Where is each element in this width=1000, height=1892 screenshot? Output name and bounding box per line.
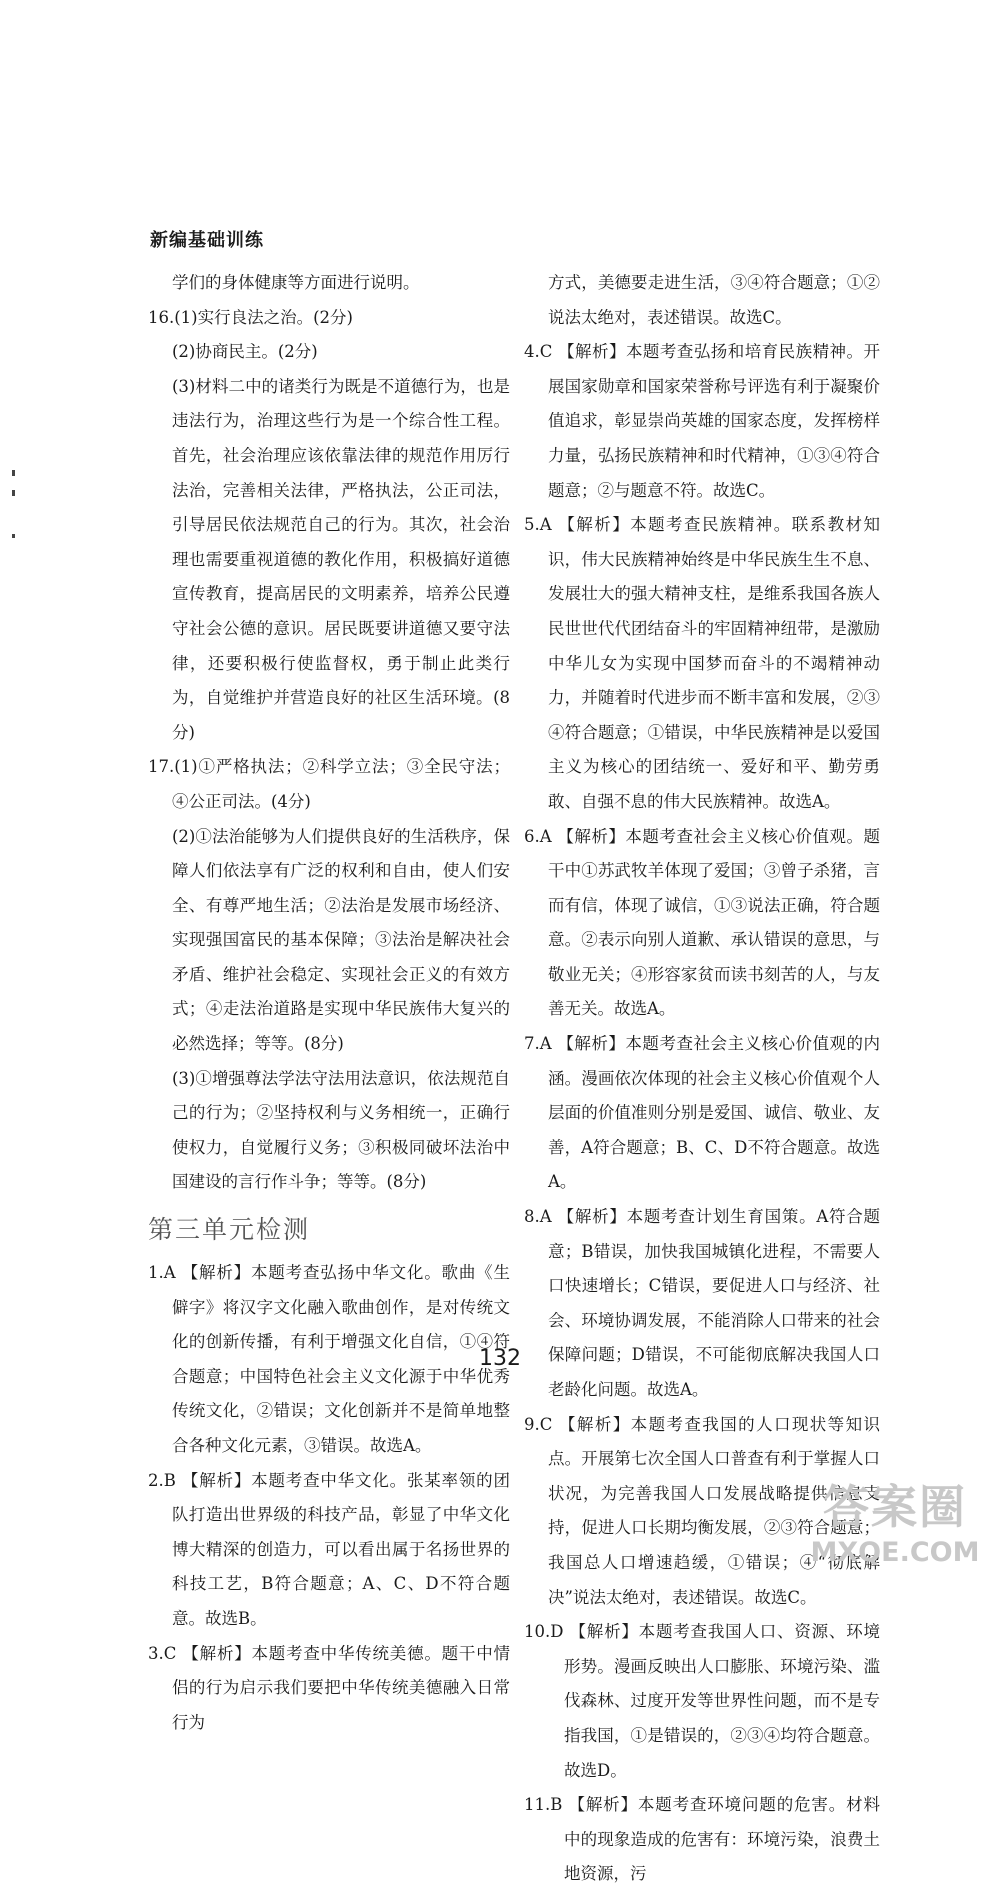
unit3-answer-3-tail: 方式，美德要走进生活，③④符合题意；①②说法太绝对，表述错误。故选C。 [548,273,880,327]
scan-speck [12,470,15,476]
right-column [524,266,880,1892]
scan-speck [12,490,15,496]
page-number: 132 [479,1346,521,1371]
running-header: 新编基础训练 [150,230,264,251]
section-title: 第三单元检测 [148,1215,311,1245]
q17-part2: (2)①法治能够为人们提供良好的生活秩序，保障人们依法享有广泛的权利和自由，使人们安全、有尊严地生活；②法治是发展市场经济、实现强国富民的基本保障；③法治是解决社会矛盾、维护社会稳定、实现社会正义的有效方式；④走法治道路是实现中华民族伟大复兴的必然选择；等等。(8分) [172,826,510,1054]
unit3-answer-4: 4.C 【解析】本题考查弘扬和培育民族精神。开展国家勋章和国家荣誉称号评选有利于凝聚价值追求，彰显崇尚英雄的国家态度，发挥榜样力量，弘扬民族精神和时代精神，①③④符合题意；②与题意不符。故选C。 [524,342,880,500]
watermark-logo-text: 答案圈 [823,1480,967,1534]
unit3-answer-10: 10.D 【解析】本题考查我国人口、资源、环境形势。漫画反映出人口膨胀、环境污染、滥伐森林、过度开发等世界性问题，而不是专指我国，①是错误的，②③④均符合题意。故选D。 [524,1622,880,1780]
unit3-answer-9: 9.C 【解析】本题考查我国的人口现状等知识点。开展第七次全国人口普查有利于掌握人口状况，为完善我国人口发展战略提供信息支持，促进人口长期均衡发展，②③符合题意；我国总人口增速趋缓，①错误；④“彻底解决”说法太绝对，表述错误。故选C。 [524,1414,880,1607]
watermark-url: MXQE.COM [810,1537,980,1568]
q17-part1: 17.(1)①严格执法；②科学立法；③全民守法；④公正司法。(4分) [148,757,510,811]
unit3-answer-11: 11.B 【解析】本题考查环境问题的危害。材料中的现象造成的危害有：环境污染，浪费土地资源，污 [524,1795,880,1884]
q17-part3: (3)①增强尊法学法守法用法意识，依法规范自己的行为；②坚持权利与义务相统一，正确行使权力，自觉履行义务；③积极同破坏法治中国建设的言行作斗争；等等。(8分) [172,1068,510,1192]
watermark-logo [800,1478,990,1590]
q16-part3: (3)材料二中的诸类行为既是不道德行为，也是违法行为，治理这些行为是一个综合性工程。首先，社会治理应该依靠法律的规范作用厉行法治，完善相关法律，严格执法，公正司法，引导居民依法规范自己的行为。其次，社会治理也需要重视道德的教化作用，积极搞好道德宣传教育，提高居民的文明素养，培养公民遵守社会公德的意识。居民既要讲道德又要守法律，还要积极行使监督权，勇于制止此类行为，自觉维护并营造良好的社区生活环境。(8分) [172,376,510,742]
unit3-answer-8: 8.A 【解析】本题考查计划生育国策。A符合题意；B错误，加快我国城镇化进程，不需要人口快速增长；C错误，要促进人口与经济、社会、环境协调发展，不能消除人口带来的社会保障问题；D错误，不可能彻底解决我国人口老龄化问题。故选A。 [524,1207,880,1399]
unit3-answer-7: 7.A 【解析】本题考查社会主义核心价值观的内涵。漫画依次体现的社会主义核心价值观个人层面的价值准则分别是爱国、诚信、敬业、友善，A符合题意；B、C、D不符合题意。故选A。 [524,1034,880,1192]
unit3-answer-5: 5.A 【解析】本题考查民族精神。联系教材知识，伟大民族精神始终是中华民族生生不息、发展壮大的强大精神支柱，是维系我国各族人民世世代代团结奋斗的牢固精神纽带，是激励中华儿女为实现中国梦而奋斗的不竭精神动力，并随着时代进步而不断丰富和发展，②③④符合题意；①错误，中华民族精神是以爱国主义为核心的团结统一、爱好和平、勤劳勇敢、自强不息的伟大民族精神。故选A。 [524,515,880,811]
q16-part2: (2)协商民主。(2分) [172,342,318,362]
q16-part1: 16.(1)实行良法之治。(2分) [148,307,353,327]
unit3-answer-1: 1.A 【解析】本题考查弘扬中华文化。歌曲《生僻字》将汉字文化融入歌曲创作，是对传统文化的创新传播，有利于增强文化自信，①④符合题意；中国特色社会主义文化源于中华优秀传统文化，②错误；文化创新并不是简单地整合各种文化元素，③错误。故选A。 [148,1263,510,1455]
left-column [148,266,510,1740]
scan-speck [12,534,15,538]
unit3-answer-2: 2.B 【解析】本题考查中华文化。张某率领的团队打造出世界级的科技产品，彰显了中华文化博大精深的创造力，可以看出属于名扬世界的科技工艺，B符合题意；A、C、D不符合题意。故选B。 [148,1470,510,1628]
unit3-answer-6: 6.A 【解析】本题考查社会主义核心价值观。题干中①苏武牧羊体现了爱国；③曾子杀猪，言而有信，体现了诚信，①③说法正确，符合题意。②表示向别人道歉、承认错误的意思，与敬业无关；④形容家贫而读书刻苦的人，与友善无关。故选A。 [524,826,880,1019]
unit3-answer-3: 3.C 【解析】本题考查中华传统美德。题干中情侣的行为启示我们要把中华传统美德融入日常行为 [148,1643,510,1732]
q15-answer-tail: 学们的身体健康等方面进行说明。 [172,273,420,292]
